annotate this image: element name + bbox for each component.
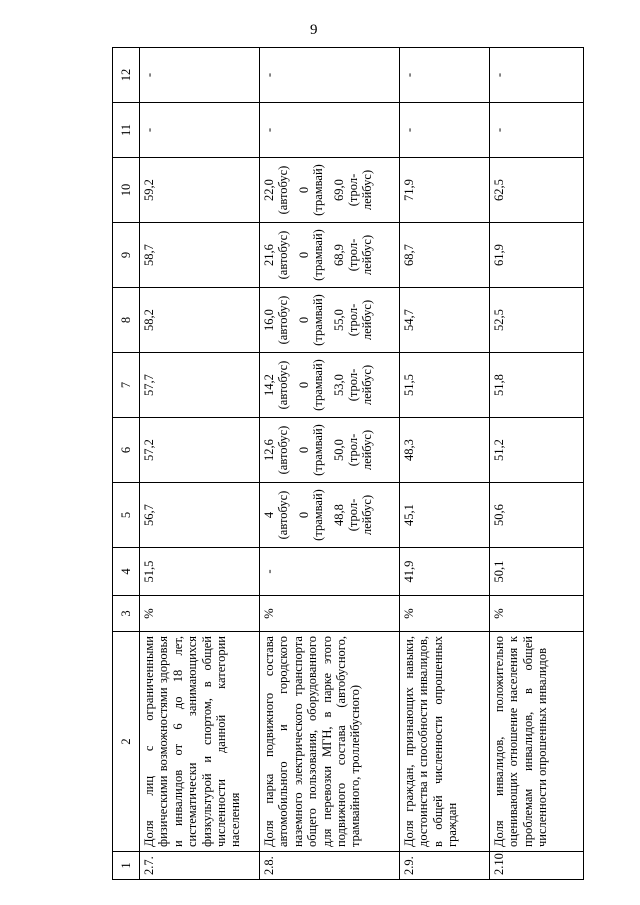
row-number: 2.10.: [490, 852, 584, 880]
header-cell: 7: [113, 353, 140, 418]
value-cell: -: [490, 103, 584, 158]
value-trolleybus: 53,0 (трол-лейбус): [331, 364, 375, 406]
value-tram: 0 (трамвай): [296, 229, 326, 281]
indicator-description: Доля лиц с ограниченными физическими возможностями здоровья и инвалидов от 6 до 18 лет, систематически занимающихся физкультурой и спортом, в общей численности данной категории населения: [140, 632, 260, 852]
page-number: 9: [310, 22, 318, 38]
value-trolleybus: 69,0 (трол-лейбус): [331, 169, 375, 211]
value-tram: 0 (трамвай): [296, 294, 326, 346]
header-cell: 12: [113, 48, 140, 103]
header-cell: 5: [113, 483, 140, 548]
value-trolleybus: 48,8 (трол-лейбус): [331, 494, 375, 536]
header-cell: 2: [113, 632, 140, 852]
value-bus: 14,2 (автобус): [262, 360, 291, 410]
value-cell: 50,6: [490, 483, 584, 548]
value-cell: 48,3: [400, 418, 490, 483]
header-cell: 6: [113, 418, 140, 483]
value-cell: 51,2: [490, 418, 584, 483]
value-cell: 58,7: [140, 223, 260, 288]
header-cell: 9: [113, 223, 140, 288]
value-trolleybus: 55,0 (трол-лейбус): [331, 299, 375, 341]
header-row: [113, 48, 140, 880]
value-cell: -: [400, 103, 490, 158]
header-cell: 10: [113, 158, 140, 223]
value-bus: 16,0 (автобус): [262, 295, 291, 345]
indicator-description: Доля инвалидов, положительно оценивающих отношение населения к проблемам инвалидов, в общей численности опрошенных инвалидов: [490, 632, 584, 852]
value-cell: 62,5: [490, 158, 584, 223]
value-bus: 21,6 (автобус): [262, 230, 291, 280]
value-bus: 4 (автобус): [262, 490, 291, 540]
value-cell: 56,7: [140, 483, 260, 548]
header-cell: 4: [113, 548, 140, 596]
value-tram: 0 (трамвай): [296, 359, 326, 411]
value-cell: 58,2: [140, 288, 260, 353]
indicator-description: Доля граждан, признающих навыки, достоинства и способности инвалидов, в общей численности опрошенных граждан: [400, 632, 490, 852]
table-row: [260, 48, 400, 880]
value-cell: [260, 223, 400, 288]
value-cell: 57,7: [140, 353, 260, 418]
rotated-table-wrapper: [112, 48, 584, 880]
value-cell: 50,1: [490, 548, 584, 596]
value-cell: 52,5: [490, 288, 584, 353]
value-tram: 0 (трамвай): [296, 489, 326, 541]
value-cell: [260, 158, 400, 223]
value-cell: -: [400, 48, 490, 103]
value-cell: -: [260, 103, 400, 158]
value-cell: -: [260, 548, 400, 596]
value-cell: [260, 483, 400, 548]
value-cell: 51,8: [490, 353, 584, 418]
unit-cell: %: [400, 596, 490, 632]
value-trolleybus: 68,9 (трол-лейбус): [331, 234, 375, 276]
value-cell: -: [490, 48, 584, 103]
value-cell: 71,9: [400, 158, 490, 223]
table-row: [140, 48, 260, 880]
value-cell: 54,7: [400, 288, 490, 353]
header-cell: 1: [113, 852, 140, 880]
row-number: 2.9.: [400, 852, 490, 880]
table-row: [490, 48, 584, 880]
value-cell: 57,2: [140, 418, 260, 483]
value-trolleybus: 50,0 (трол-лейбус): [331, 429, 375, 471]
unit-cell: %: [260, 596, 400, 632]
value-tram: 0 (трамвай): [296, 164, 326, 216]
indicators-table: [112, 47, 584, 880]
value-cell: -: [140, 103, 260, 158]
value-bus: 22,0 (автобус): [262, 165, 291, 215]
value-cell: 41,9: [400, 548, 490, 596]
value-cell: [260, 418, 400, 483]
header-cell: 3: [113, 596, 140, 632]
value-cell: -: [260, 48, 400, 103]
value-cell: 61,9: [490, 223, 584, 288]
value-bus: 12,6 (автобус): [262, 425, 291, 475]
value-tram: 0 (трамвай): [296, 424, 326, 476]
value-cell: [260, 353, 400, 418]
unit-cell: %: [140, 596, 260, 632]
value-cell: 45,1: [400, 483, 490, 548]
value-cell: 59,2: [140, 158, 260, 223]
row-number: 2.8.: [260, 852, 400, 880]
value-cell: -: [140, 48, 260, 103]
rotated-table-container: [112, 48, 584, 880]
unit-cell: %: [490, 596, 584, 632]
table-row: [400, 48, 490, 880]
indicator-description: Доля парка подвижного состава автомобильного и городского наземного электрического транспорта общего пользования, оборудованного для перевозки МГН, в парке этого подвижного состава (автобусного, трамвайного, троллейбусного): [260, 632, 400, 852]
value-cell: 51,5: [140, 548, 260, 596]
header-cell: 8: [113, 288, 140, 353]
value-cell: 51,5: [400, 353, 490, 418]
row-number: 2.7.: [140, 852, 260, 880]
value-cell: 68,7: [400, 223, 490, 288]
value-cell: [260, 288, 400, 353]
header-cell: 11: [113, 103, 140, 158]
